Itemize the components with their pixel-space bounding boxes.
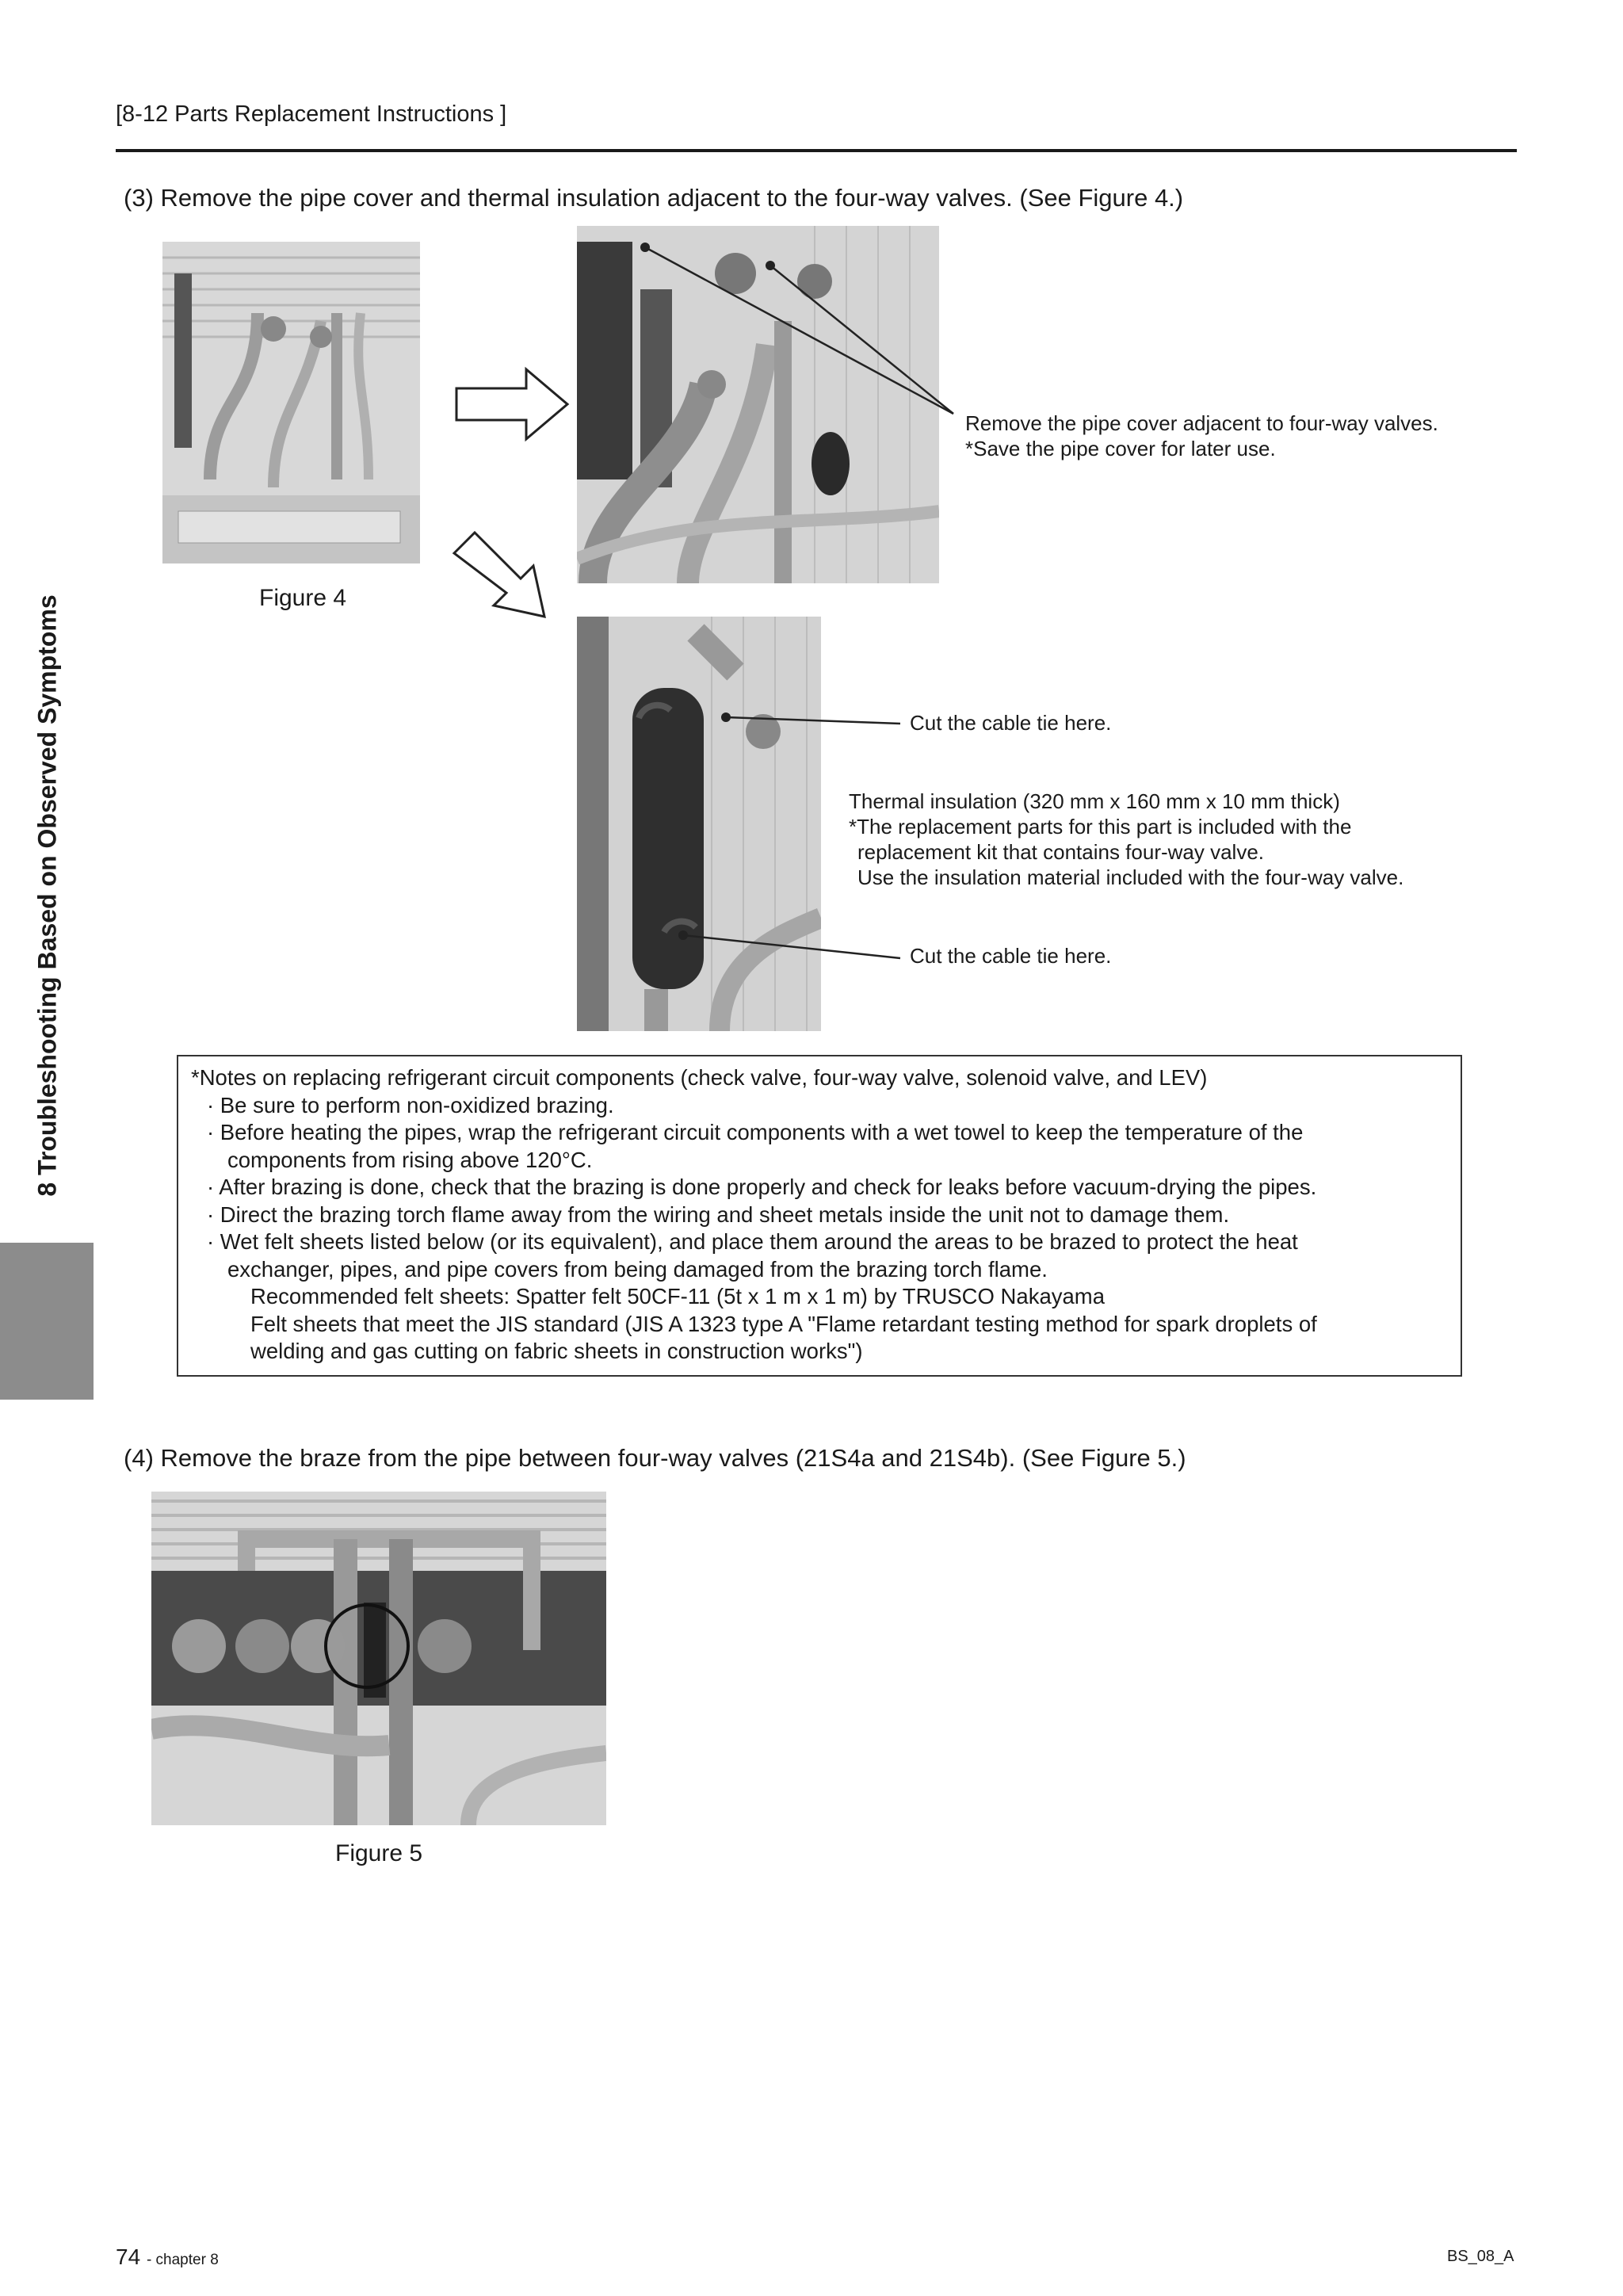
footer-page	[116, 2244, 219, 2270]
notes-line: · After brazing is done, check that the brazing is done properly and check for leaks before vacuum-drying the pipes.	[207, 1175, 1317, 1199]
notes-line: components from rising above 120°C.	[227, 1147, 593, 1172]
page-number: 74	[116, 2244, 141, 2269]
callout-insulation-line: *The replacement parts for this part is included with the	[849, 815, 1352, 839]
notes-box	[177, 1055, 1462, 1377]
footer-doc-code: BS_08_A	[1447, 2248, 1514, 2265]
notes-title: *Notes on replacing refrigerant circuit components (check valve, four-way valve, solenoid valve, and LEV)	[191, 1065, 1208, 1090]
step-4-text: (4) Remove the braze from the pipe between four-way valves (21S4a and 21S4b). (See Figure 5.)	[124, 1444, 1186, 1472]
figure-5-photo	[151, 1492, 606, 1825]
notes-line: Felt sheets that meet the JIS standard (JIS A 1323 type A "Flame retardant testing method for spark droplets of	[250, 1311, 1317, 1336]
callout-pipe-cover	[965, 411, 1438, 461]
footer-chapter: - chapter 8	[146, 2252, 219, 2268]
notes-line: Recommended felt sheets: Spatter felt 50CF-11 (5t x 1 m x 1 m) by TRUSCO Nakayama	[250, 1284, 1105, 1308]
notes-line: · Direct the brazing torch flame away from the wiring and sheet metals inside the unit not to damage them.	[207, 1201, 1230, 1227]
header-title: [8-12 Parts Replacement Instructions ]	[116, 101, 507, 127]
callout-cable-tie-1: Cut the cable tie here.	[910, 711, 1112, 735]
callout-pipe-cover-line: Remove the pipe cover adjacent to four-way valves.	[965, 411, 1438, 435]
step-3-text: (3) Remove the pipe cover and thermal insulation adjacent to the four-way valves. (See Figure 4.)	[124, 184, 1184, 212]
notes-line: · Before heating the pipes, wrap the refrigerant circuit components with a wet towel to keep the temperature of the	[207, 1120, 1304, 1144]
notes-line: welding and gas cutting on fabric sheets in construction works")	[250, 1339, 863, 1363]
callout-insulation-line: replacement kit that contains four-way valve.	[857, 840, 1265, 864]
callout-insulation	[849, 789, 1403, 890]
figure-4-label: Figure 4	[259, 585, 347, 611]
notes-line: · Wet felt sheets listed below (or its equivalent), and place them around the areas to be brazed to protect the heat	[207, 1229, 1298, 1254]
side-tab-label: 8 Troubleshooting Based on Observed Symptoms	[32, 594, 62, 1197]
callout-cable-tie-2: Cut the cable tie here.	[910, 944, 1112, 968]
notes-line: exchanger, pipes, and pipe covers from being damaged from the brazing torch flame.	[227, 1256, 1048, 1282]
callout-insulation-line: Use the insulation material included with the four-way valve.	[857, 865, 1404, 889]
callout-insulation-line: Thermal insulation (320 mm x 160 mm x 10 mm thick)	[849, 789, 1340, 813]
figure-5-label: Figure 5	[335, 1840, 423, 1866]
callout-pipe-cover-line: *Save the pipe cover for later use.	[965, 437, 1276, 460]
notes-line: · Be sure to perform non-oxidized brazing.	[207, 1092, 614, 1117]
